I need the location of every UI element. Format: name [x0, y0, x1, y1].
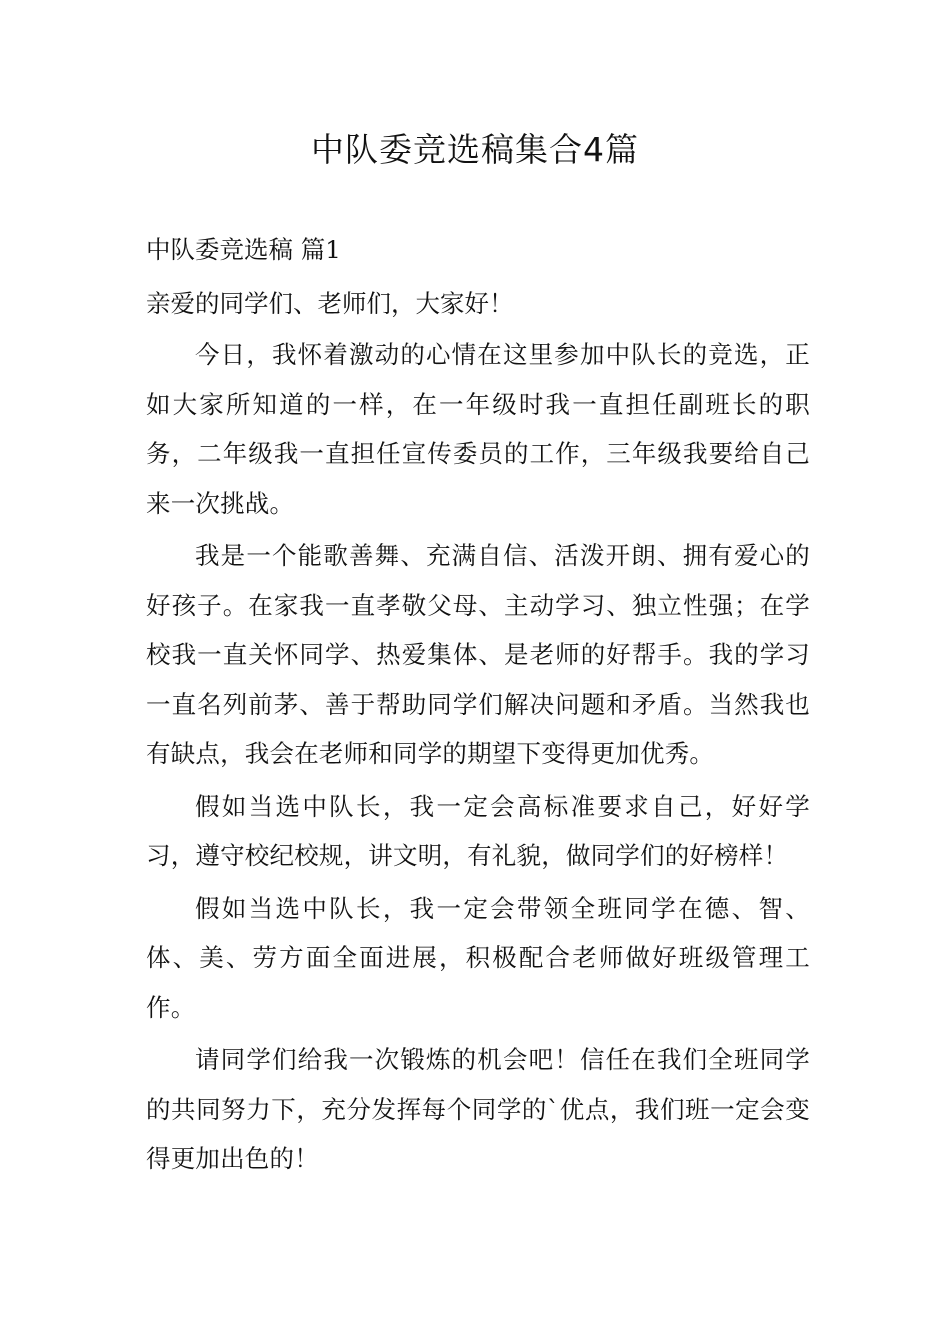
document-body: [146, 232, 810, 1184]
paragraph-3: 假如当选中队长，我一定会高标准要求自己，好好学习，遵守校纪校规，讲文明，有礼貌，做同学们的好榜样！: [146, 791, 810, 870]
greeting-line: 亲爱的同学们、老师们，大家好！: [146, 289, 514, 318]
paragraph-4: 假如当选中队长，我一定会带领全班同学在德、智、体、美、劳方面全面进展，积极配合老师做好班级管理工作。: [146, 893, 810, 1022]
document-title: 中队委竞选稿集合4篇: [311, 130, 639, 169]
paragraph-1: 今日，我怀着激动的心情在这里参加中队长的竞选，正如大家所知道的一样，在一年级时我一直担任副班长的职务，二年级我一直担任宣传委员的工作，三年级我要给自己来一次挑战。: [146, 340, 810, 518]
paragraph-2: 我是一个能歌善舞、充满自信、活泼开朗、拥有爱心的好孩子。在家我一直孝敬父母、主动学习、独立性强；在学校我一直关怀同学、热爱集体、是老师的好帮手。我的学习一直名列前茅、善于帮助同学们解决问题和矛盾。当然我也有缺点，我会在老师和同学的期望下变得更加优秀。: [146, 541, 810, 768]
section-heading: 中队委竞选稿 篇1: [146, 235, 341, 264]
paragraph-5: 请同学们给我一次锻炼的机会吧！信任在我们全班同学的共同努力下，充分发挥每个同学的`优点，我们班一定会变得更加出色的！: [146, 1045, 810, 1173]
